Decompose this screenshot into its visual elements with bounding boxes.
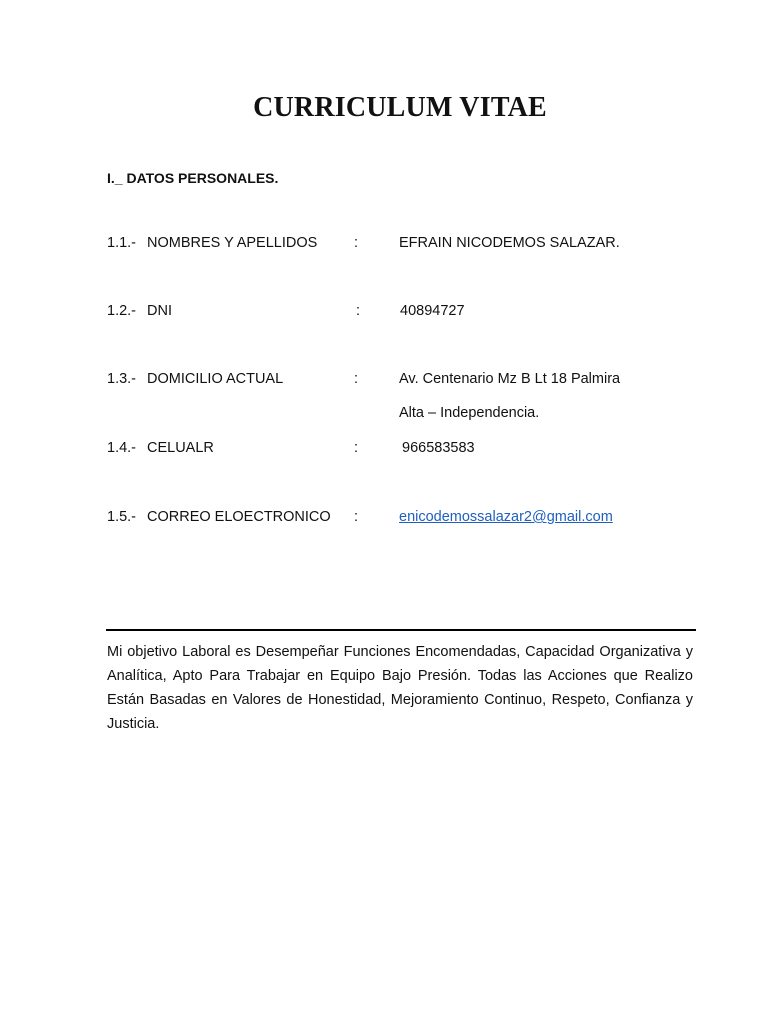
field-label-address: DOMICILIO ACTUAL — [147, 371, 284, 387]
field-number: 1.5.- — [107, 509, 137, 525]
field-value-dni: 40894727 — [400, 303, 465, 319]
field-row-email — [0, 509, 768, 529]
field-value-address-line1: Av. Centenario Mz B Lt 18 Palmira — [399, 371, 621, 387]
field-separator: : — [354, 509, 359, 525]
field-row-dni — [0, 303, 768, 323]
field-row-cellphone — [0, 440, 768, 460]
field-label-email: CORREO ELOECTRONICO — [147, 509, 331, 525]
document-title: CURRICULUM VITAE — [253, 92, 547, 123]
field-number: 1.3.- — [107, 371, 137, 387]
field-label-full-name: NOMBRES Y APELLIDOS — [147, 235, 318, 251]
field-separator: : — [356, 303, 361, 319]
email-link[interactable]: enicodemossalazar2@gmail.com — [399, 509, 613, 525]
field-label-cellphone: CELUALR — [147, 440, 214, 456]
field-separator: : — [354, 235, 359, 251]
field-row-address — [0, 371, 768, 421]
career-objective-paragraph: Mi objetivo Laboral es Desempeñar Funciones Encomendadas, Capacidad Organizativa y Analítica, Apto Para Trabajar en Equipo Bajo Presión. Todas las Acciones que Realizo Están Basadas en Valores de Honestidad, Mejoramiento Continuo, Respeto, Confianza y Justicia. — [107, 644, 693, 732]
field-separator: : — [354, 371, 359, 387]
field-row-full-name — [0, 235, 768, 255]
field-number: 1.1.- — [107, 235, 137, 251]
field-value-full-name: EFRAIN NICODEMOS SALAZAR. — [399, 235, 620, 251]
field-value-cellphone: 966583583 — [402, 440, 475, 456]
section-heading-personal-data: I._ DATOS PERSONALES. — [107, 170, 279, 186]
field-number: 1.2.- — [107, 303, 137, 319]
field-number: 1.4.- — [107, 440, 137, 456]
field-value-address-line2: Alta – Independencia. — [399, 405, 540, 421]
field-label-dni: DNI — [147, 303, 172, 319]
field-separator: : — [354, 440, 359, 456]
section-divider — [106, 629, 696, 631]
